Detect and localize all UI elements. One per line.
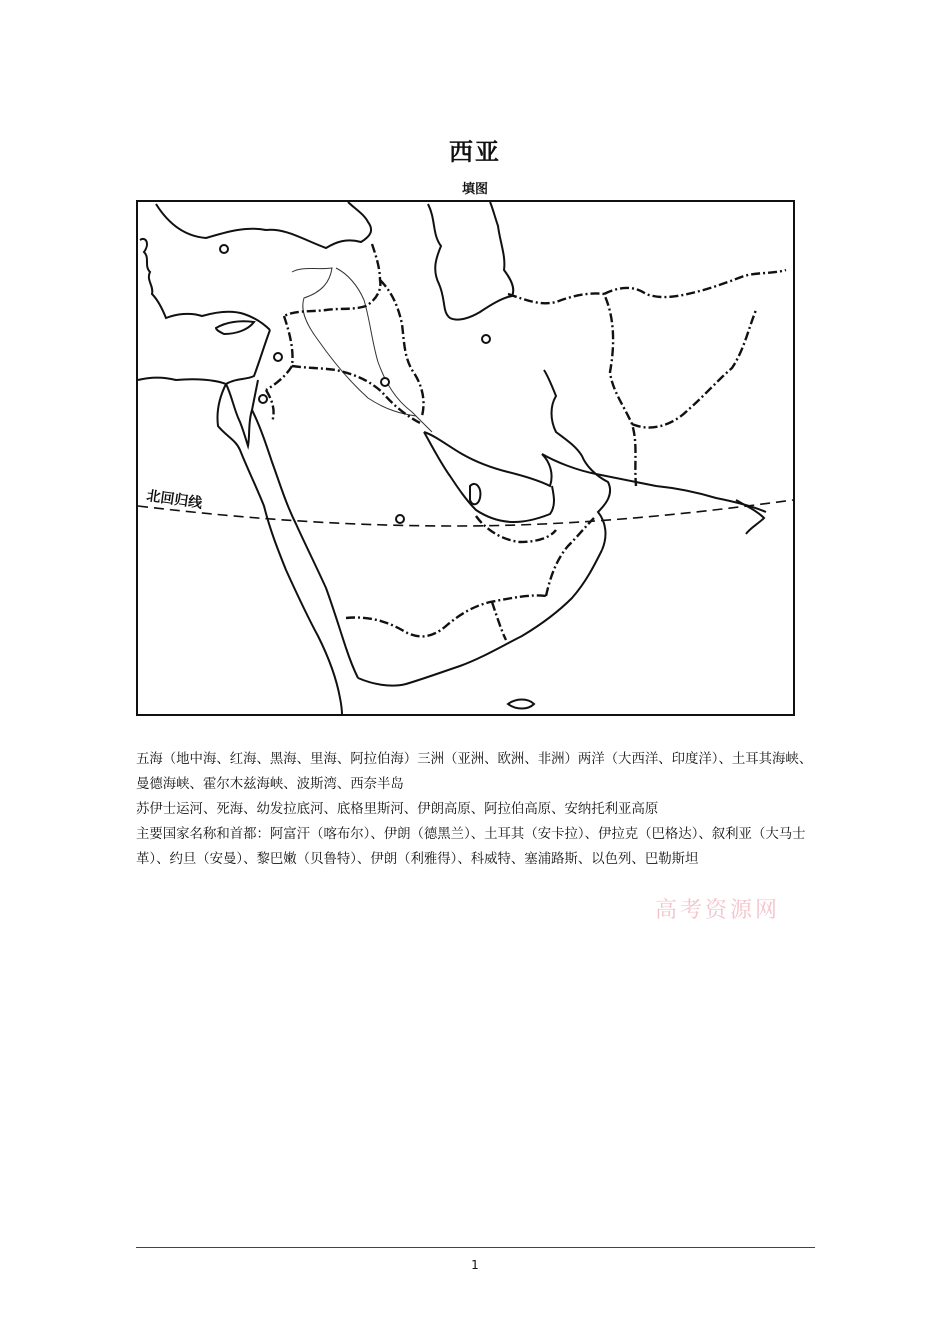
capital-marker-damascus [274,353,282,361]
capital-marker-amman [259,395,267,403]
capital-markers [220,245,490,523]
map-frame [137,201,794,715]
caspian-sea-coast [428,202,513,320]
levant-and-red-sea-west-coast [138,330,342,715]
arabia-south-coast [358,550,602,686]
capital-marker-baghdad [381,378,389,386]
capital-marker-tehran [482,335,490,343]
socotra-island [508,700,534,709]
euphrates-river [292,268,416,416]
footer-divider [136,1247,815,1248]
anatolia-west-coast [140,239,270,330]
qatar-peninsula [470,484,480,504]
west-asia-outline-map [136,200,795,716]
notes-section [136,747,818,872]
tropic-of-cancer-label: 北回归线 [145,488,204,512]
notes-line: 五海（地中海、红海、黑海、里海、阿拉伯海）三洲（亚洲、欧洲、非洲）两洋（大西洋、印度洋）、土耳其海峡、曼德海峡、霍尔木兹海峡、波斯湾、西奈半岛 [136,752,813,792]
black-sea-coast [156,202,371,248]
page-number: 1 [471,1258,479,1272]
capital-marker-riyadh [396,515,404,523]
persian-gulf-coast [424,432,554,522]
arabia-red-sea-coast [252,410,358,678]
page-title: 西亚 [449,138,501,166]
capital-marker-ankara [220,245,228,253]
watermark-text: 高考资源网 [655,898,781,923]
iran-south-coast [542,454,766,512]
tropic-of-cancer-line [138,500,793,526]
page-subtitle: 填图 [461,182,488,197]
notes-line: 主要国家名称和首都：阿富汗（喀布尔）、伊朗（德黑兰）、土耳其（安卡拉）、伊拉克（巴格达）、叙利亚（大马士革）、约旦（安曼）、黎巴嫩（贝鲁特）、伊朗（利雅得）、科威特、塞浦路斯、以色列、巴勒斯坦 [136,827,806,867]
notes-line: 苏伊士运河、死海、幼发拉底河、底格里斯河、伊朗高原、阿拉伯高原、安纳托利亚高原 [136,802,659,817]
country-boundaries [266,244,786,640]
cyprus-island [216,321,254,334]
